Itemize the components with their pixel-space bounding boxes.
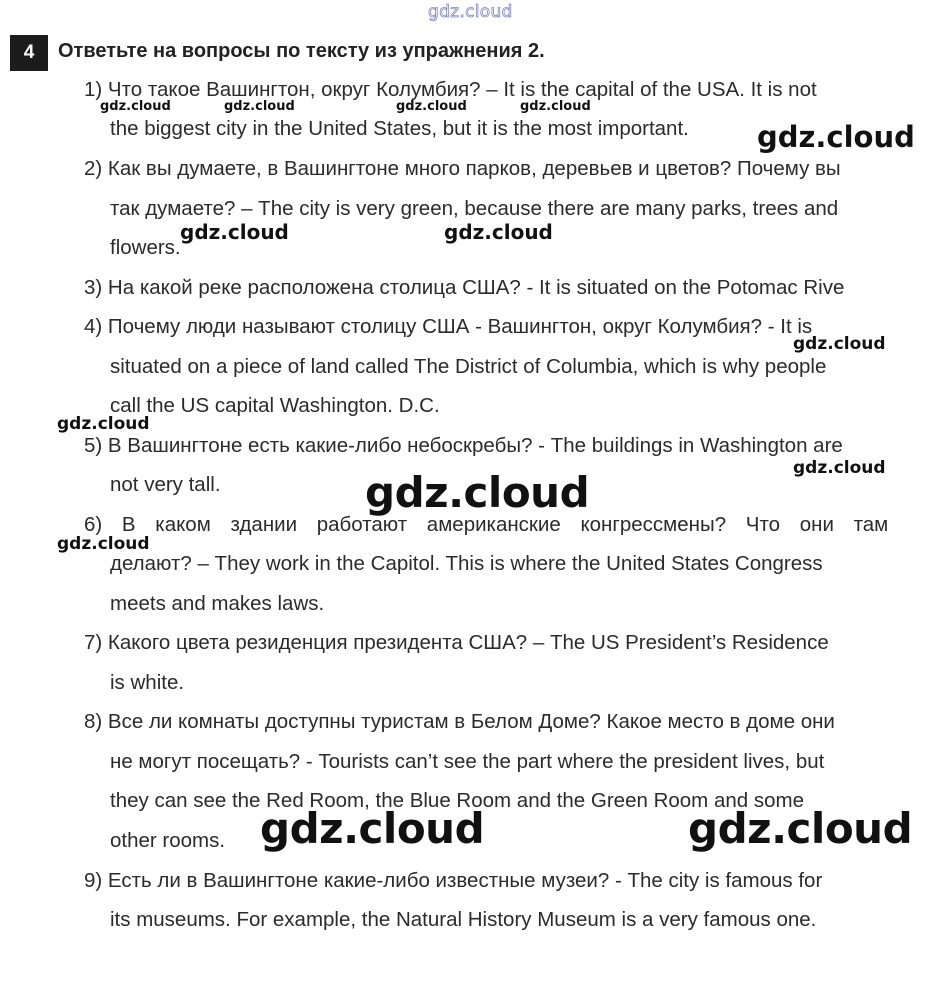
answer-line-9: call the US capital Washington. D.C. (110, 394, 440, 417)
answer-line-20: other rooms. (110, 829, 226, 852)
watermark: gdz.cloud (100, 99, 171, 114)
watermark: gdz.cloud (57, 534, 150, 554)
exercise-heading: Ответьте на вопросы по тексту из упражнения 2. (58, 40, 545, 62)
watermark: gdz.cloud (224, 99, 295, 114)
answer-line-8: situated on a piece of land called The District of Columbia, which is why people (110, 355, 827, 378)
answer-line-21: 9) Есть ли в Вашингтоне какие-либо известные музеи? - The city is famous for (84, 869, 823, 892)
watermark: gdz.cloud (757, 120, 915, 154)
answer-line-5: flowers. (110, 236, 181, 259)
answer-line-10: 5) В Вашингтоне есть какие-либо небоскребы? - The buildings in Washington are (84, 434, 843, 457)
answer-line-16: is white. (110, 671, 185, 694)
answer-line-7: 4) Почему люди называют столицу США - Вашингтон, округ Колумбия? - It is (84, 315, 813, 338)
answer-line-1: 1) Что такое Вашингтон, округ Колумбия? – It is the capital of the USA. It is not (84, 78, 817, 101)
watermark: gdz.cloud (520, 99, 591, 114)
answer-line-18: не могут посещать? - Tourists can’t see the part where the president lives, but (110, 750, 825, 773)
answer-line-11: not very tall. (110, 473, 221, 496)
answer-line-15: 7) Какого цвета резиденция президента США? – The US President’s Residence (84, 631, 829, 654)
watermark: gdz.cloud (793, 334, 886, 354)
watermark: gdz.cloud (180, 220, 289, 244)
answer-line-19: they can see the Red Room, the Blue Room and the Green Room and some (110, 789, 804, 812)
answer-line-22: its museums. For example, the Natural History Museum is a very famous one. (110, 908, 817, 931)
watermark: gdz.cloud (793, 458, 886, 478)
answer-line-3: 2) Как вы думаете, в Вашингтоне много парков, деревьев и цветов? Почему вы (84, 157, 841, 180)
header-watermark: gdz.cloud (428, 2, 513, 22)
answer-line-13: делают? – They work in the Capitol. This is where the United States Congress (110, 552, 823, 575)
answer-line-6: 3) На какой реке расположена столица США? - It is situated on the Potomac Rive (84, 276, 845, 299)
exercise-number-badge: 4 (10, 35, 48, 71)
watermark: gdz.cloud (444, 220, 553, 244)
answer-line-12: 6) В каком здании работают американские конгрессмены? Что они там (84, 513, 889, 536)
watermark: gdz.cloud (57, 414, 150, 434)
watermark: gdz.cloud (260, 804, 485, 853)
watermark: gdz.cloud (688, 804, 913, 853)
answer-line-14: meets and makes laws. (110, 592, 325, 615)
answer-line-2: the biggest city in the United States, but it is the most important. (110, 117, 689, 140)
watermark: gdz.cloud (365, 468, 590, 517)
answer-line-17: 8) Все ли комнаты доступны туристам в Белом Доме? Какое место в доме они (84, 710, 835, 733)
answer-line-4: так думаете? – The city is very green, because there are many parks, trees and (110, 197, 839, 220)
watermark: gdz.cloud (396, 99, 467, 114)
